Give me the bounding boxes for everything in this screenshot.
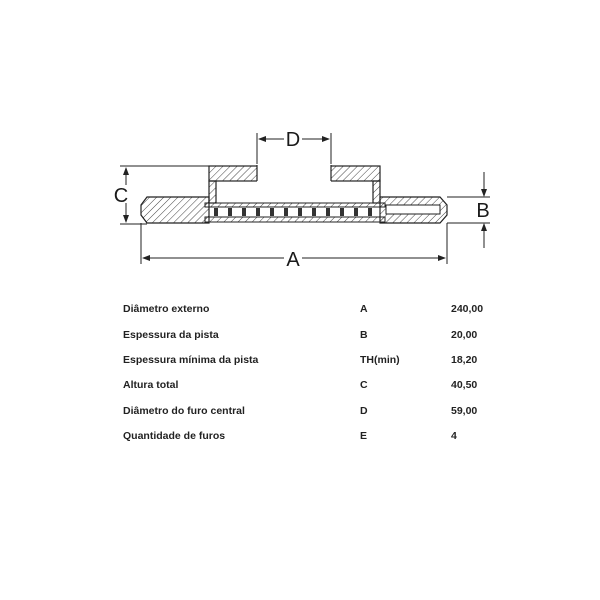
spec-row [0, 303, 600, 321]
spec-row [0, 430, 600, 448]
dimension-label-d: D [285, 129, 301, 151]
dimension-a [141, 223, 447, 271]
dimension-label-b: B [476, 200, 490, 222]
spec-value: 20,00 [451, 329, 478, 341]
dimension-label-c: C [113, 185, 129, 207]
spec-label: Diâmetro externo [123, 303, 210, 315]
vent-plate-top [205, 203, 385, 207]
spec-label: Quantidade de furos [123, 430, 226, 442]
brake-disc-drawing [0, 0, 600, 290]
braking-surface-left [141, 197, 209, 223]
spec-label: Diâmetro do furo central [123, 405, 245, 417]
central-hole [257, 165, 331, 182]
spec-symbol: D [360, 405, 368, 417]
spec-value: 4 [451, 430, 457, 442]
spec-symbol: B [360, 329, 368, 341]
spec-value: 59,00 [451, 405, 478, 417]
vent-plate-bottom [205, 217, 385, 222]
spec-row [0, 405, 600, 423]
dimension-b [447, 172, 490, 248]
spec-value: 18,20 [451, 354, 478, 366]
spec-row [0, 379, 600, 397]
spec-symbol: E [360, 430, 368, 442]
hat-wall-left [209, 181, 216, 203]
brake-disc-diagram [0, 0, 600, 290]
spec-value: 40,50 [451, 379, 478, 391]
dimension-d [257, 129, 331, 164]
spec-symbol: TH(min) [360, 354, 400, 366]
vent-slot-right [386, 205, 440, 214]
spec-value: 240,00 [451, 303, 484, 315]
spec-label: Altura total [123, 379, 179, 391]
spec-label: Espessura da pista [123, 329, 219, 341]
dimension-label-a: A [286, 249, 300, 271]
spec-row [0, 329, 600, 347]
vent-fins [214, 208, 372, 216]
spec-row [0, 354, 600, 372]
spec-symbol: C [360, 379, 368, 391]
spec-symbol: A [360, 303, 368, 315]
spec-label: Espessura mínima da pista [123, 354, 259, 366]
hat-wall-right [373, 181, 380, 203]
